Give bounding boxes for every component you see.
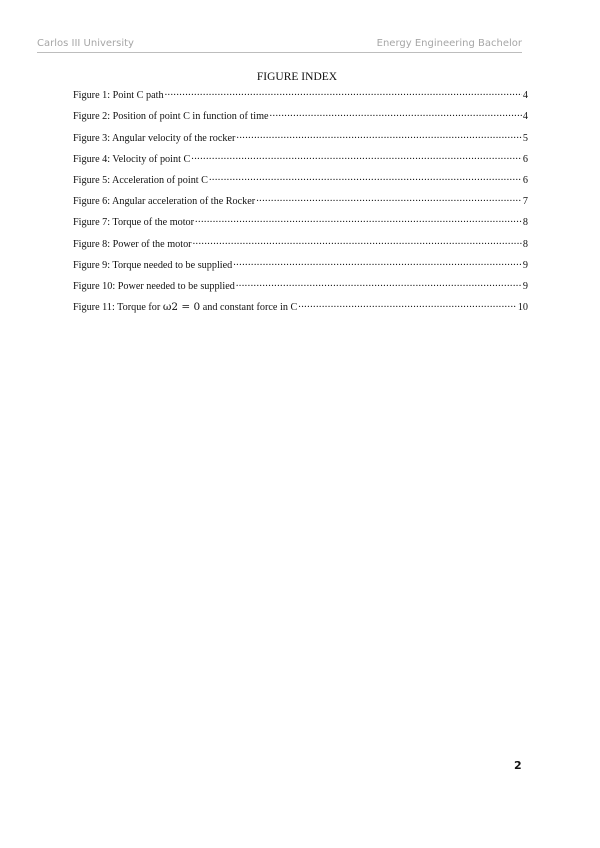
toc-dot-leader [191, 152, 522, 162]
toc-dot-leader [236, 130, 522, 140]
figure-index-list [73, 88, 528, 321]
toc-entry-page: 9 [522, 259, 528, 271]
toc-dot-leader [165, 88, 522, 98]
toc-entry-text: Figure 10: Power needed to be supplied [73, 280, 235, 292]
page-header [37, 38, 522, 53]
toc-entry-text [73, 301, 297, 313]
toc-entry-page: 5 [522, 132, 528, 144]
toc-entry-7[interactable] [73, 215, 528, 236]
header-degree: Energy Engineering Bachelor [376, 38, 522, 49]
header-university: Carlos III University [37, 38, 134, 49]
toc-entry-2[interactable] [73, 109, 528, 130]
toc-entry-page: 7 [522, 196, 528, 208]
toc-entry-text: Figure 3: Angular velocity of the rocker [73, 132, 236, 144]
toc-entry-8[interactable] [73, 236, 528, 257]
toc-entry-3[interactable] [73, 130, 528, 151]
toc-dot-leader [236, 279, 522, 289]
toc-entry-4[interactable] [73, 152, 528, 173]
toc-dot-leader [233, 258, 522, 268]
toc-entry-text: Figure 4: Velocity of point C [73, 153, 191, 165]
toc-entry-page: 8 [522, 238, 528, 250]
toc-entry-1[interactable] [73, 88, 528, 109]
toc-dot-leader [298, 300, 517, 310]
toc-dot-leader [256, 194, 522, 204]
toc-entry-text: Figure 6: Angular acceleration of the Rocker [73, 196, 256, 208]
toc-entry-5[interactable] [73, 173, 528, 194]
omega-equation: ω2 = 0 [162, 301, 201, 314]
toc-entry-text: Figure 9: Torque needed to be supplied [73, 259, 233, 271]
toc-entry-text: Figure 7: Torque of the motor [73, 217, 195, 229]
toc-entry-text: Figure 1: Point C path [73, 90, 164, 102]
toc-entry-9[interactable] [73, 258, 528, 279]
toc-entry-text-start: Figure 11: Torque for [73, 302, 163, 314]
toc-dot-leader [209, 173, 522, 183]
toc-entry-page: 6 [522, 174, 528, 186]
toc-dot-leader [195, 215, 522, 225]
toc-entry-page: 9 [522, 280, 528, 292]
toc-entry-page: 4 [522, 90, 528, 102]
toc-dot-leader [193, 236, 522, 246]
toc-entry-text: Figure 8: Power of the motor [73, 238, 192, 250]
toc-entry-page: 8 [522, 217, 528, 229]
toc-entry-10[interactable] [73, 279, 528, 300]
figure-index-title: FIGURE INDEX [256, 71, 338, 83]
toc-entry-text-end: and constant force in C [200, 302, 298, 314]
toc-entry-text: Figure 5: Acceleration of point C [73, 174, 208, 186]
toc-entry-page: 6 [522, 153, 528, 165]
toc-dot-leader [270, 109, 522, 119]
toc-entry-text: Figure 2: Position of point C in function of time [73, 111, 269, 123]
toc-entry-11[interactable] [73, 300, 528, 321]
page-number: 2 [514, 759, 522, 772]
toc-entry-page: 10 [517, 302, 528, 314]
toc-entry-page: 4 [522, 111, 528, 123]
toc-entry-6[interactable] [73, 194, 528, 215]
